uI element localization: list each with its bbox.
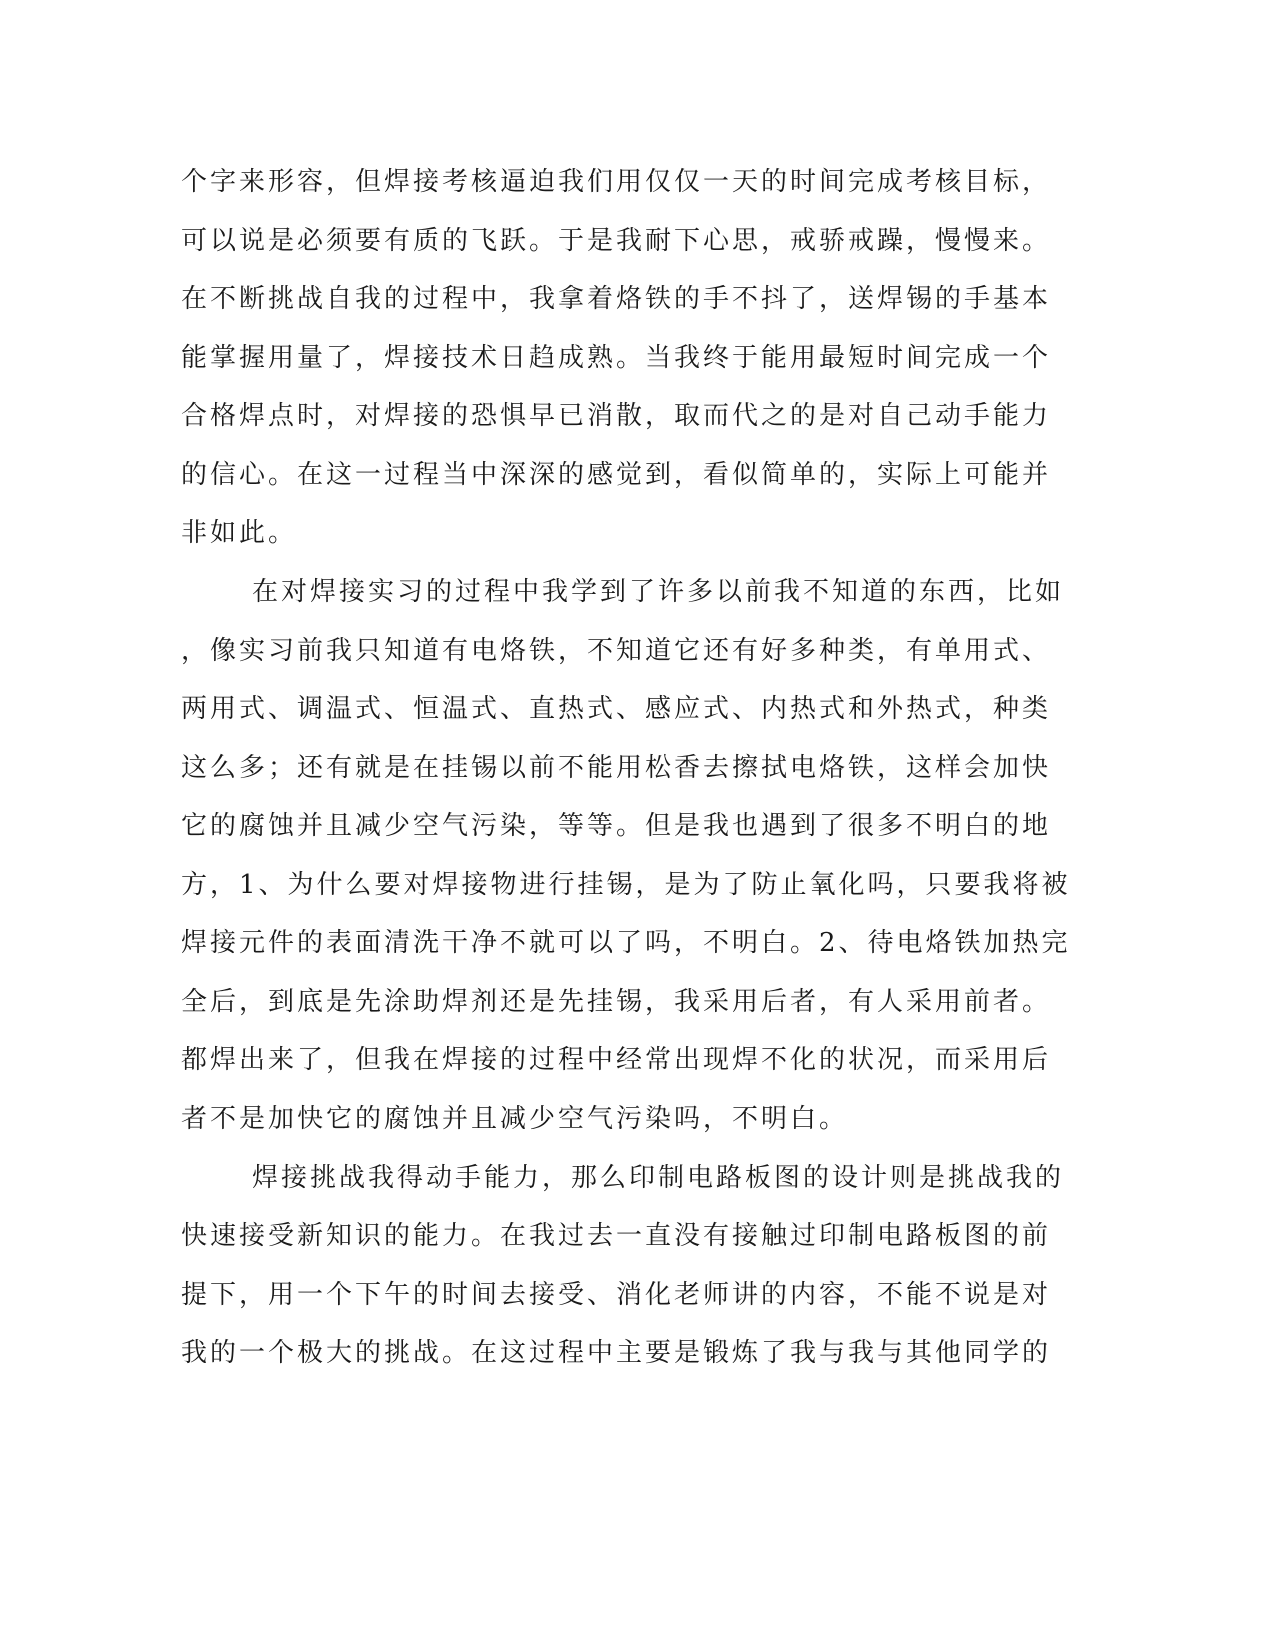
text-line: 能掌握用量了，焊接技术日趋成熟。当我终于能用最短时间完成一个 <box>181 343 1052 373</box>
text-line: 者不是加快它的腐蚀并且减少空气污染吗，不明白。 <box>181 1104 849 1134</box>
text-line: 两用式、调温式、恒温式、直热式、感应式、内热式和外热式，种类 <box>181 694 1052 724</box>
text-line: ，像实习前我只知道有电烙铁，不知道它还有好多种类，有单用式、 <box>181 636 1052 666</box>
text-line: 可以说是必须要有质的飞跃。于是我耐下心思，戒骄戒躁，慢慢来。 <box>181 226 1052 256</box>
text-line: 合格焊点时，对焊接的恐惧早已消散，取而代之的是对自己动手能力 <box>181 401 1052 431</box>
text-line: 快速接受新知识的能力。在我过去一直没有接触过印制电路板图的前 <box>181 1221 1052 1251</box>
text-line: 全后，到底是先涂助焊剂还是先挂锡，我采用后者，有人采用前者。 <box>181 987 1052 1017</box>
text-line: 我的一个极大的挑战。在这过程中主要是锻炼了我与我与其他同学的 <box>181 1338 1052 1368</box>
text-line: 都焊出来了，但我在焊接的过程中经常出现焊不化的状况，而采用后 <box>181 1045 1052 1075</box>
text-line: 个字来形容，但焊接考核逼迫我们用仅仅一天的时间完成考核目标， <box>181 167 1052 197</box>
text-line: 方，1、为什么要对焊接物进行挂锡，是为了防止氧化吗，只要我将被 <box>181 870 1071 900</box>
paragraph-first-line: 在对焊接实习的过程中我学到了许多以前我不知道的东西，比如 <box>252 577 1065 607</box>
paragraph-first-line: 焊接挑战我得动手能力，那么印制电路板图的设计则是挑战我的 <box>252 1163 1065 1193</box>
text-line: 的信心。在这一过程当中深深的感觉到，看似简单的，实际上可能并 <box>181 460 1052 490</box>
text-line: 这么多；还有就是在挂锡以前不能用松香去擦拭电烙铁，这样会加快 <box>181 753 1052 783</box>
text-line: 提下，用一个下午的时间去接受、消化老师讲的内容，不能不说是对 <box>181 1280 1052 1310</box>
text-line: 焊接元件的表面清洗干净不就可以了吗，不明白。2、待电烙铁加热完 <box>181 928 1071 958</box>
text-line: 非如此。 <box>181 518 298 548</box>
text-line: 它的腐蚀并且减少空气污染，等等。但是我也遇到了很多不明白的地 <box>181 811 1052 841</box>
text-line: 在不断挑战自我的过程中，我拿着烙铁的手不抖了，送焊锡的手基本 <box>181 284 1052 314</box>
